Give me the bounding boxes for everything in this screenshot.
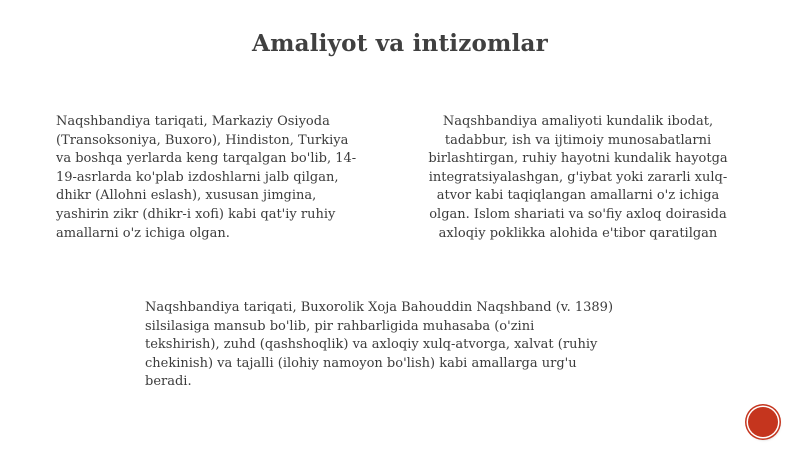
next-slide-button[interactable] (748, 407, 778, 437)
paragraph-bottom: Naqshbandiya tariqati, Buxorolik Xoja Bahouddin Naqshband (v. 1389) silsilasiga mansub bo'lib, pir rahbarligida muhasaba (o'zini tekshirish), zuhd (qashshoqlik) va axloqiy xulq-atvorga, xalvat (ruhiy chekinish) va tajalli (ilohiy namoyon bo'lish) kabi amallarga urg'u beradi. (145, 300, 614, 390)
paragraph-right: Naqshbandiya amaliyoti kundalik ibodat, tadabbur, ish va ijtimoiy munosabatlarni birlashtirgan, ruhiy hayotni kundalik hayotga integratsiyalashgan, g'iybat yoki zararli xulq- atvor kabi taqiqlangan amallarni o'z ichiga olgan. Islom shariati va so'fiy axloq doirasida axloqiy poklikka alohida e'tibor qaratilgan (428, 114, 728, 241)
paragraph-left: Naqshbandiya tariqati, Markaziy Osiyoda (Transoksoniya, Buxoro), Hindiston, Turkiya va boshqa yerlarda keng tarqalgan bo'lib, 14- 19-asrlarda ko'plab izdoshlarni jalb qilgan, dhikr (Allohni eslash), xususan jimgina, yashirin zikr (dhikr-i xofi) kabi qat'iy ruhiy amallarni o'z ichiga olgan. (56, 114, 357, 241)
slide-title: Amaliyot va intizomlar (252, 30, 548, 57)
